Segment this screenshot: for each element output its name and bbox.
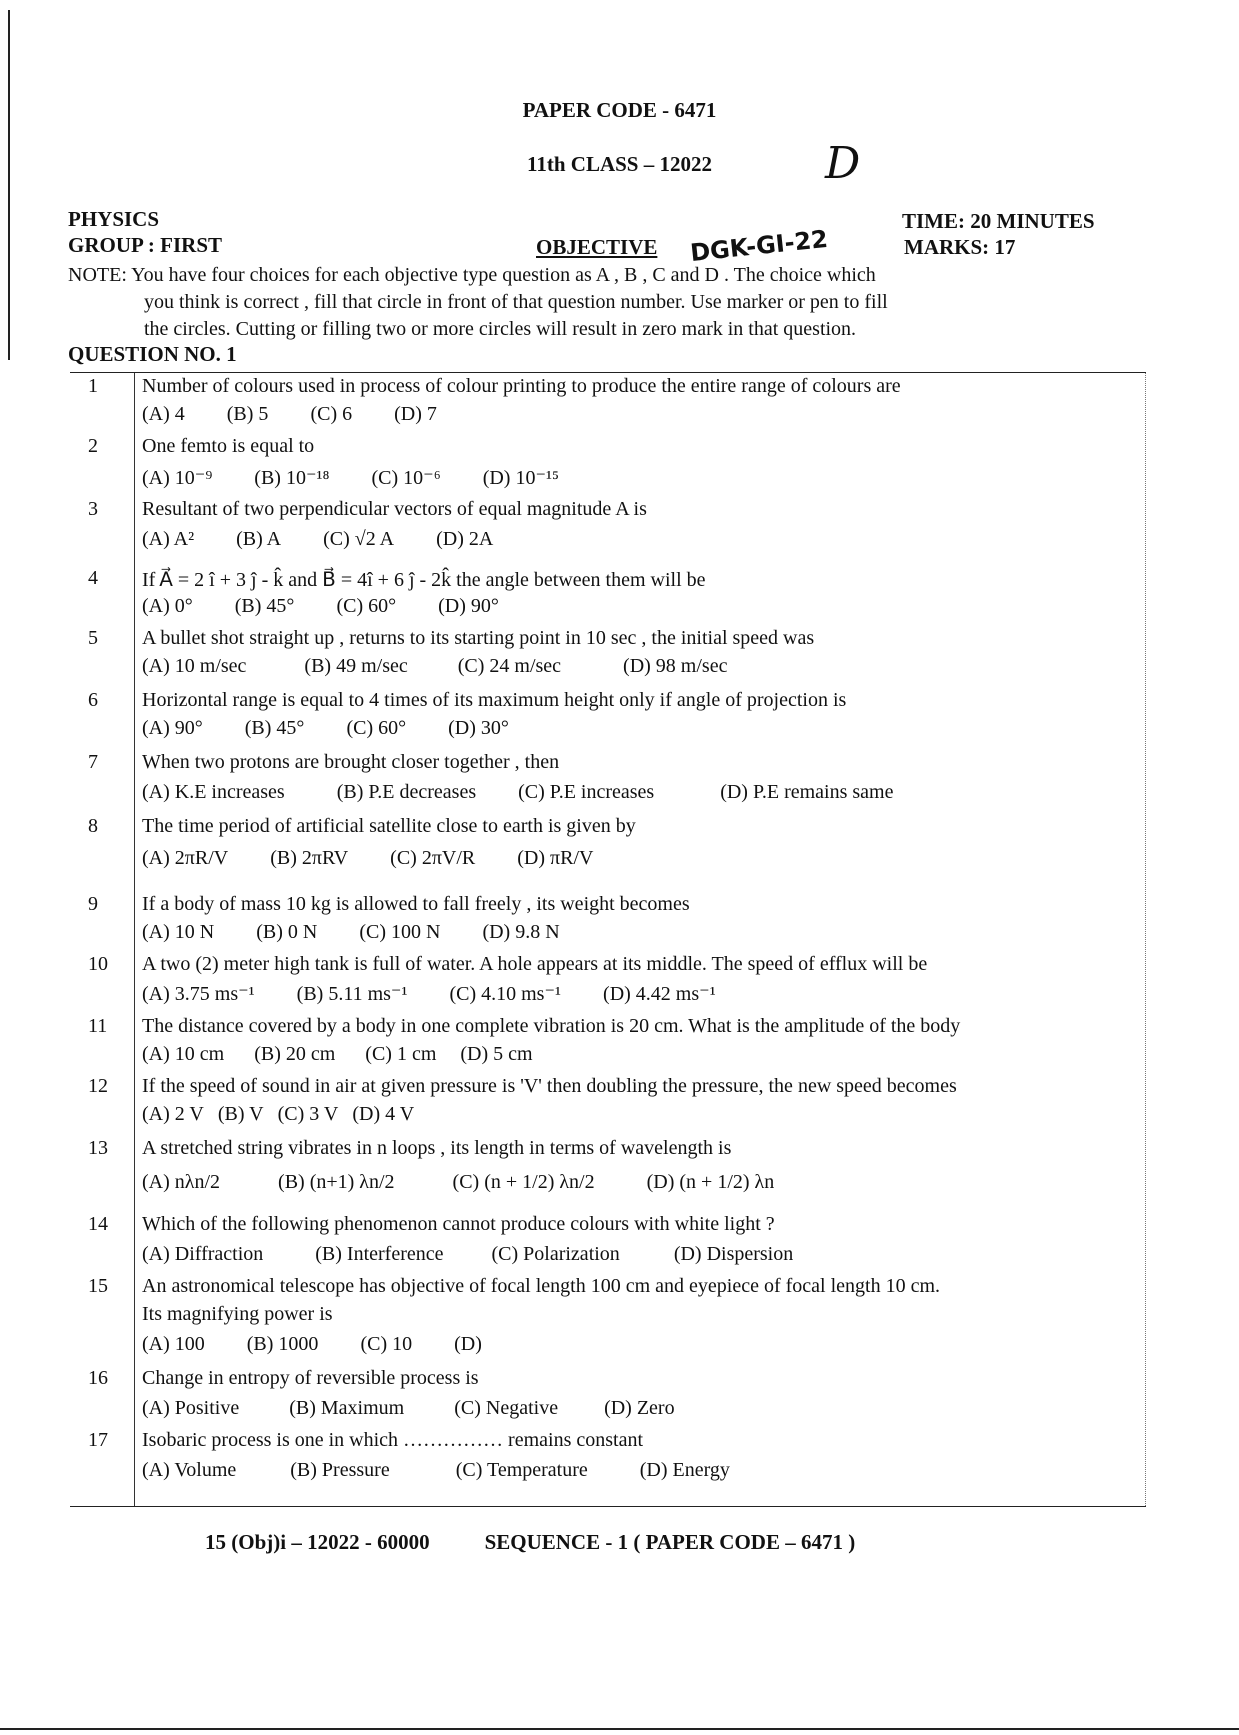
- option-a[interactable]: (A) 10⁻⁹: [142, 467, 213, 489]
- group: GROUP : FIRST: [68, 233, 223, 257]
- question-options: [142, 1171, 816, 1194]
- option-d[interactable]: (D) 98 m/sec: [623, 655, 728, 677]
- question-number: 11: [88, 1015, 108, 1037]
- option-c[interactable]: (C) 3 V: [277, 1103, 339, 1125]
- question-options: [142, 717, 551, 740]
- question-options: [142, 981, 758, 1006]
- note-line-1: NOTE: You have four choices for each objective type question as A , B , C and D . The choice which: [68, 264, 876, 286]
- question-number: 6: [88, 689, 98, 711]
- question-text: The time period of artificial satellite close to earth is given by: [142, 815, 636, 837]
- subject: PHYSICS: [68, 207, 160, 231]
- option-b[interactable]: (B) (n+1) λn/2: [278, 1171, 395, 1193]
- option-d[interactable]: (D) 7: [394, 403, 437, 425]
- option-a[interactable]: (A) 90°: [142, 717, 203, 739]
- question-number: 2: [88, 435, 98, 457]
- handwritten-stamp: DGK-GI-22: [688, 224, 830, 268]
- option-c[interactable]: (C) 24 m/sec: [457, 655, 562, 677]
- question-number: 12: [88, 1075, 108, 1097]
- option-b[interactable]: (B) 0 N: [256, 921, 318, 943]
- option-d[interactable]: (D) (n + 1/2) λn: [646, 1171, 775, 1193]
- question-number: 9: [88, 893, 98, 915]
- marks: MARKS: 17: [904, 235, 1016, 259]
- option-d[interactable]: (D) Zero: [604, 1397, 675, 1419]
- option-d[interactable]: (D) Dispersion: [673, 1243, 794, 1265]
- option-a[interactable]: (A) 2 V: [142, 1103, 204, 1125]
- question-text: Change in entropy of reversible process is: [142, 1367, 479, 1389]
- question-options: [142, 1333, 524, 1356]
- question-options: [142, 655, 769, 678]
- page-footer: [205, 1530, 910, 1555]
- question-number: 10: [88, 953, 108, 975]
- option-d[interactable]: (D) 10⁻¹⁵: [482, 467, 559, 489]
- footer-code: 15 (Obj)i – 12022 - 60000: [205, 1530, 430, 1554]
- question-text: An astronomical telescope has objective of focal length 100 cm and eyepiece of focal length 10 cm.: [142, 1275, 941, 1297]
- option-c[interactable]: (C) 10⁻⁶: [371, 467, 441, 489]
- left-margin-line: [8, 10, 10, 360]
- option-c[interactable]: (C) 60°: [346, 717, 407, 739]
- question-number: 16: [88, 1367, 108, 1389]
- question-number: 4: [88, 567, 98, 589]
- option-d[interactable]: (D) 30°: [448, 717, 509, 739]
- option-c[interactable]: (C) √2 A: [323, 528, 395, 550]
- question-options: [142, 465, 601, 490]
- option-c[interactable]: (C) P.E increases: [518, 781, 655, 803]
- question-options: [142, 1397, 717, 1420]
- column-divider: [134, 373, 135, 1506]
- option-a[interactable]: (A) Diffraction: [142, 1243, 264, 1265]
- bottom-edge-line: [0, 1728, 1239, 1730]
- time-limit: TIME: 20 MINUTES: [902, 209, 1095, 233]
- question-text: Resultant of two perpendicular vectors of equal magnitude A is: [142, 498, 647, 520]
- option-a[interactable]: (A) K.E increases: [142, 781, 285, 803]
- question-options: [142, 847, 635, 870]
- question-number-heading: QUESTION NO. 1: [68, 342, 237, 366]
- paper-code: PAPER CODE - 6471: [522, 98, 717, 122]
- option-c[interactable]: (C) 6: [310, 403, 353, 425]
- option-b[interactable]: (B) 20 cm: [254, 1043, 336, 1065]
- question-options: [142, 1043, 575, 1066]
- question-options: [142, 921, 602, 944]
- option-c[interactable]: (C) Temperature: [455, 1459, 588, 1481]
- question-number: 3: [88, 498, 98, 520]
- option-c[interactable]: (C) Negative: [454, 1397, 559, 1419]
- option-d[interactable]: (D) 90°: [438, 595, 499, 617]
- option-a[interactable]: (A) 10 N: [142, 921, 215, 943]
- option-c[interactable]: (C) 1 cm: [365, 1043, 437, 1065]
- option-c[interactable]: (C) 2πV/R: [390, 847, 476, 869]
- question-options: [142, 781, 936, 804]
- handwritten-mark: D: [825, 138, 861, 189]
- question-text: Number of colours used in process of colour printing to produce the entire range of colours are: [142, 375, 901, 397]
- option-d[interactable]: (D): [454, 1333, 482, 1355]
- option-d[interactable]: (D) 9.8 N: [482, 921, 560, 943]
- option-a[interactable]: (A) A²: [142, 528, 195, 550]
- question-number: 5: [88, 627, 98, 649]
- option-a[interactable]: (A) 10 m/sec: [142, 655, 247, 677]
- question-text: Isobaric process is one in which …………… remains constant: [142, 1429, 644, 1451]
- question-text: One femto is equal to: [142, 435, 315, 457]
- option-b[interactable]: (B) A: [236, 528, 282, 550]
- option-c[interactable]: (C) (n + 1/2) λn/2: [452, 1171, 595, 1193]
- question-options: [142, 1243, 835, 1266]
- option-c[interactable]: (C) 60°: [336, 595, 397, 617]
- question-text: A stretched string vibrates in n loops , its length in terms of wavelength is: [142, 1137, 732, 1159]
- option-a[interactable]: (A) 10 cm: [142, 1043, 225, 1065]
- question-number: 7: [88, 751, 98, 773]
- option-c[interactable]: (C) 10: [360, 1333, 413, 1355]
- question-text-continued: Its magnifying power is: [142, 1303, 333, 1325]
- question-text: A two (2) meter high tank is full of water. A hole appears at its middle. The speed of efflux will be: [142, 953, 928, 975]
- question-number: 8: [88, 815, 98, 837]
- option-c[interactable]: (C) Polarization: [491, 1243, 620, 1265]
- option-a[interactable]: (A) 100: [142, 1333, 205, 1355]
- option-a[interactable]: (A) Positive: [142, 1397, 240, 1419]
- question-number: 13: [88, 1137, 108, 1159]
- option-c[interactable]: (C) 100 N: [359, 921, 441, 943]
- option-b[interactable]: (B) 1000: [246, 1333, 319, 1355]
- question-text: If a body of mass 10 kg is allowed to fall freely , its weight becomes: [142, 893, 690, 915]
- objective-label: OBJECTIVE: [536, 235, 658, 259]
- option-a[interactable]: (A) Volume: [142, 1459, 237, 1481]
- option-b[interactable]: (B) 5: [226, 403, 269, 425]
- question-text: Which of the following phenomenon cannot produce colours with white light ?: [142, 1213, 775, 1235]
- option-b[interactable]: (B) 10⁻¹⁸: [254, 467, 330, 489]
- option-b[interactable]: (B) Pressure: [290, 1459, 390, 1481]
- question-text: The distance covered by a body in one complete vibration is 20 cm. What is the amplitude of the body: [142, 1015, 961, 1037]
- option-a[interactable]: (A) nλn/2: [142, 1171, 221, 1193]
- option-d[interactable]: (D) 2A: [436, 528, 494, 550]
- question-options: [142, 403, 479, 426]
- option-d[interactable]: (D) 4.42 ms⁻¹: [603, 983, 716, 1005]
- option-b[interactable]: (B) 2πRV: [270, 847, 349, 869]
- option-b[interactable]: (B) 45°: [244, 717, 305, 739]
- option-b[interactable]: (B) 45°: [234, 595, 295, 617]
- question-options: [142, 1103, 456, 1126]
- class-line: 11th CLASS – 12022: [527, 152, 712, 176]
- option-a[interactable]: (A) 4: [142, 403, 185, 425]
- question-text: If the speed of sound in air at given pressure is 'V' then doubling the pressure, the new speed becomes: [142, 1075, 957, 1097]
- option-b[interactable]: (B) Interference: [315, 1243, 444, 1265]
- right-border: [1145, 373, 1146, 1506]
- option-b[interactable]: (B) 5.11 ms⁻¹: [296, 983, 408, 1005]
- question-options: [142, 1459, 772, 1482]
- question-number: 14: [88, 1213, 108, 1235]
- option-d[interactable]: (D) 4 V: [352, 1103, 415, 1125]
- option-a[interactable]: (A) 0°: [142, 595, 193, 617]
- instructions-note: [68, 262, 1068, 343]
- option-d[interactable]: (D) P.E remains same: [720, 781, 894, 803]
- question-options: [142, 595, 541, 618]
- question-number: 1: [88, 375, 98, 397]
- question-options: [142, 528, 535, 551]
- option-b[interactable]: (B) Maximum: [289, 1397, 405, 1419]
- question-number: 15: [88, 1275, 108, 1297]
- note-line-3: the circles. Cutting or filling two or more circles will result in zero mark in that question.: [144, 318, 857, 340]
- question-text: Horizontal range is equal to 4 times of its maximum height only if angle of projection is: [142, 689, 847, 711]
- option-d[interactable]: (D) 5 cm: [460, 1043, 533, 1065]
- question-text: When two protons are brought closer together , then: [142, 751, 560, 773]
- question-text: If A⃗ = 2 î + 3 ĵ - k̂ and B⃗ = 4î + 6 ĵ - 2k̂ the angle between them will be: [142, 569, 706, 591]
- questions-table: [70, 372, 1146, 1507]
- option-b[interactable]: (B) V: [217, 1103, 264, 1125]
- question-number: 17: [88, 1429, 108, 1451]
- option-a[interactable]: (A) 3.75 ms⁻¹: [142, 983, 255, 1005]
- footer-sequence: SEQUENCE - 1 ( PAPER CODE – 6471 ): [484, 1530, 856, 1554]
- option-c[interactable]: (C) 4.10 ms⁻¹: [449, 983, 562, 1005]
- option-d[interactable]: (D) Energy: [639, 1459, 730, 1481]
- option-b[interactable]: (B) P.E decreases: [336, 781, 477, 803]
- note-line-2: you think is correct , fill that circle in front of that question number. Use marker or pen to fill: [144, 291, 888, 313]
- option-d[interactable]: (D) πR/V: [517, 847, 594, 869]
- question-text: A bullet shot straight up , returns to its starting point in 10 sec , the initial speed was: [142, 627, 815, 649]
- option-b[interactable]: (B) 49 m/sec: [304, 655, 408, 677]
- option-a[interactable]: (A) 2πR/V: [142, 847, 229, 869]
